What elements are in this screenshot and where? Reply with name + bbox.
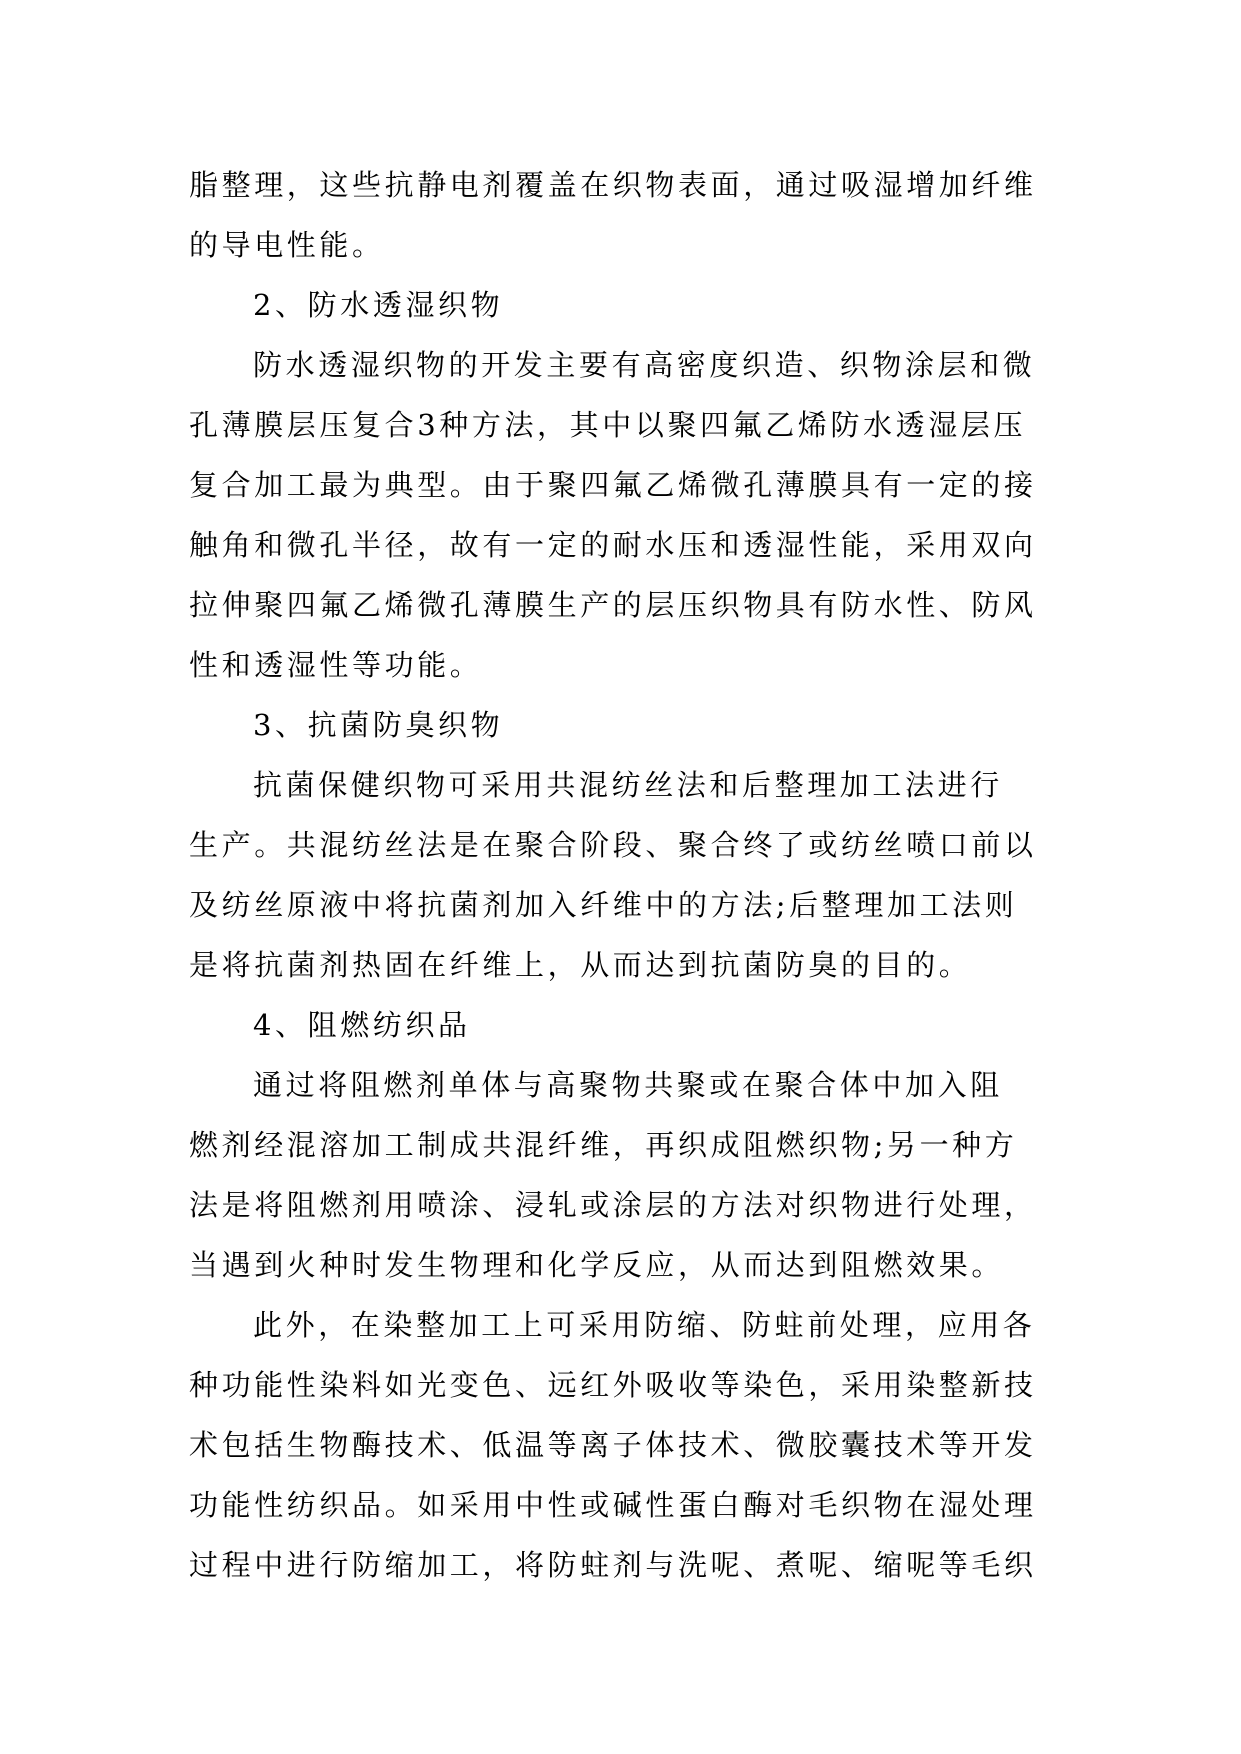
- paragraph-line: 及纺丝原液中将抗菌剂加入纤维中的方法;后整理加工法则: [189, 888, 1018, 922]
- paragraph-line: 过程中进行防缩加工，将防蛀剂与洗呢、煮呢、缩呢等毛织: [189, 1548, 1037, 1582]
- paragraph-line: 性和透湿性等功能。: [189, 648, 483, 682]
- paragraph-line: 生产。共混纺丝法是在聚合阶段、聚合终了或纺丝喷口前以: [189, 828, 1037, 862]
- paragraph-line: 孔薄膜层压复合3种方法，其中以聚四氟乙烯防水透湿层压: [189, 408, 1027, 442]
- section-heading: 3、抗菌防臭织物: [253, 708, 504, 742]
- paragraph-line: 是将抗菌剂热固在纤维上，从而达到抗菌防臭的目的。: [189, 948, 972, 982]
- paragraph-line: 燃剂经混溶加工制成共混纤维，再织成阻燃织物;另一种方: [189, 1128, 1018, 1162]
- paragraph-line: 防水透湿织物的开发主要有高密度织造、织物涂层和微: [253, 348, 1036, 382]
- section-heading: 4、阻燃纺织品: [253, 1008, 471, 1042]
- paragraph-line: 当遇到火种时发生物理和化学反应，从而达到阻燃效果。: [189, 1248, 1005, 1282]
- paragraph-line: 此外，在染整加工上可采用防缩、防蛀前处理，应用各: [253, 1308, 1036, 1342]
- paragraph-line: 拉伸聚四氟乙烯微孔薄膜生产的层压织物具有防水性、防风: [189, 588, 1037, 622]
- paragraph-line: 种功能性染料如光变色、远红外吸收等染色，采用染整新技: [189, 1368, 1037, 1402]
- paragraph-line: 抗菌保健织物可采用共混纺丝法和后整理加工法进行: [253, 768, 1003, 802]
- paragraph-line: 功能性纺织品。如采用中性或碱性蛋白酶对毛织物在湿处理: [189, 1488, 1037, 1522]
- paragraph-line: 通过将阻燃剂单体与高聚物共聚或在聚合体中加入阻: [253, 1068, 1003, 1102]
- paragraph-line: 术包括生物酶技术、低温等离子体技术、微胶囊技术等开发: [189, 1428, 1037, 1462]
- paragraph-line: 脂整理，这些抗静电剂覆盖在织物表面，通过吸湿增加纤维: [189, 168, 1037, 202]
- paragraph-line: 复合加工最为典型。由于聚四氟乙烯微孔薄膜具有一定的接: [189, 468, 1037, 502]
- paragraph-line: 触角和微孔半径，故有一定的耐水压和透湿性能，采用双向: [189, 528, 1037, 562]
- paragraph-line: 的导电性能。: [189, 228, 385, 262]
- section-heading: 2、防水透湿织物: [253, 288, 504, 322]
- paragraph-line: 法是将阻燃剂用喷涂、浸轧或涂层的方法对织物进行处理，: [189, 1188, 1037, 1222]
